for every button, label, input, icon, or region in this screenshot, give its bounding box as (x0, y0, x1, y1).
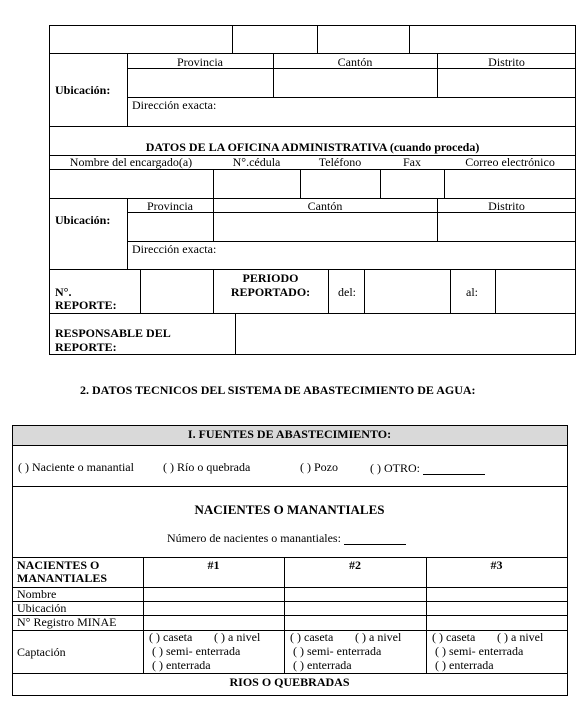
option-naciente[interactable]: ( ) Naciente o manantial (18, 460, 134, 474)
responsable-label-1: RESPONSABLE DEL (55, 326, 171, 340)
direccion-label-2: Dirección exacta: (132, 242, 217, 256)
rios-title: RIOS O QUEBRADAS (229, 675, 350, 689)
reporte-label-1: N°. (55, 285, 72, 299)
cap1-nivel[interactable]: ( ) a nivel (214, 630, 261, 644)
cap1-semi[interactable]: ( ) semi- enterrada (152, 644, 241, 658)
nacientes-count-input[interactable] (344, 531, 406, 545)
cap2-semi[interactable]: ( ) semi- enterrada (293, 644, 382, 658)
oficina-title: DATOS DE LA OFICINA ADMINISTRATIVA (cuando proceda) (145, 140, 480, 154)
distrito-label: Distrito (488, 55, 525, 69)
distrito-label-2: Distrito (488, 199, 525, 213)
canton-label: Cantón (337, 55, 373, 69)
col-correo: Correo electrónico (465, 155, 555, 169)
col-fax: Fax (403, 155, 421, 169)
fuentes-header: I. FUENTES DE ABASTECIMIENTO: (187, 427, 392, 441)
option-rio[interactable]: ( ) Río o quebrada (163, 460, 251, 474)
cap2-nivel[interactable]: ( ) a nivel (355, 630, 402, 644)
ubicacion-label: Ubicación: (55, 83, 111, 97)
cap2-enterrada[interactable]: ( ) enterrada (293, 658, 352, 672)
periodo-label-2: REPORTADO: (230, 285, 311, 299)
row-nombre: Nombre (17, 587, 57, 601)
al-label: al: (466, 285, 478, 299)
reporte-label-2: REPORTE: (55, 298, 117, 312)
direccion-label: Dirección exacta: (132, 98, 217, 112)
col-2: #2 (349, 558, 361, 572)
nacientes-count: Número de nacientes o manantiales: (167, 531, 406, 545)
cap1-enterrada[interactable]: ( ) enterrada (152, 658, 211, 672)
col-nombre: Nombre del encargado(a) (69, 155, 193, 169)
section2-title: 2. DATOS TECNICOS DEL SISTEMA DE ABASTECIMIENTO DE AGUA: (80, 383, 476, 397)
row-header-1: NACIENTES O (17, 558, 100, 572)
nacientes-title: NACIENTES O MANANTIALES (194, 502, 385, 517)
cap3-nivel[interactable]: ( ) a nivel (497, 630, 544, 644)
cap3-enterrada[interactable]: ( ) enterrada (435, 658, 494, 672)
col-telefono: Teléfono (318, 155, 362, 169)
row-ubicacion: Ubicación (17, 601, 67, 615)
cap2-caseta[interactable]: ( ) caseta (290, 630, 334, 644)
row-header-2: MANANTIALES (17, 571, 108, 585)
cap1-caseta[interactable]: ( ) caseta (149, 630, 193, 644)
option-pozo[interactable]: ( ) Pozo (300, 460, 338, 474)
option-otro[interactable]: ( ) OTRO: (370, 461, 485, 475)
row-captacion: Captación (17, 645, 66, 659)
col-cedula: N°.cédula (232, 155, 281, 169)
periodo-label-1: PERIODO (242, 271, 299, 285)
cap3-semi[interactable]: ( ) semi- enterrada (435, 644, 524, 658)
cap3-caseta[interactable]: ( ) caseta (432, 630, 476, 644)
canton-label-2: Cantón (307, 199, 343, 213)
col-3: #3 (490, 558, 503, 572)
otro-input[interactable] (423, 461, 485, 475)
responsable-label-2: REPORTE: (55, 340, 117, 354)
provincia-label: Provincia (177, 55, 223, 69)
row-registro: N° Registro MINAE (17, 615, 117, 629)
ubicacion-label-2: Ubicación: (55, 213, 111, 227)
col-1: #1 (207, 558, 220, 572)
provincia-label-2: Provincia (147, 199, 193, 213)
del-label: del: (338, 285, 356, 299)
